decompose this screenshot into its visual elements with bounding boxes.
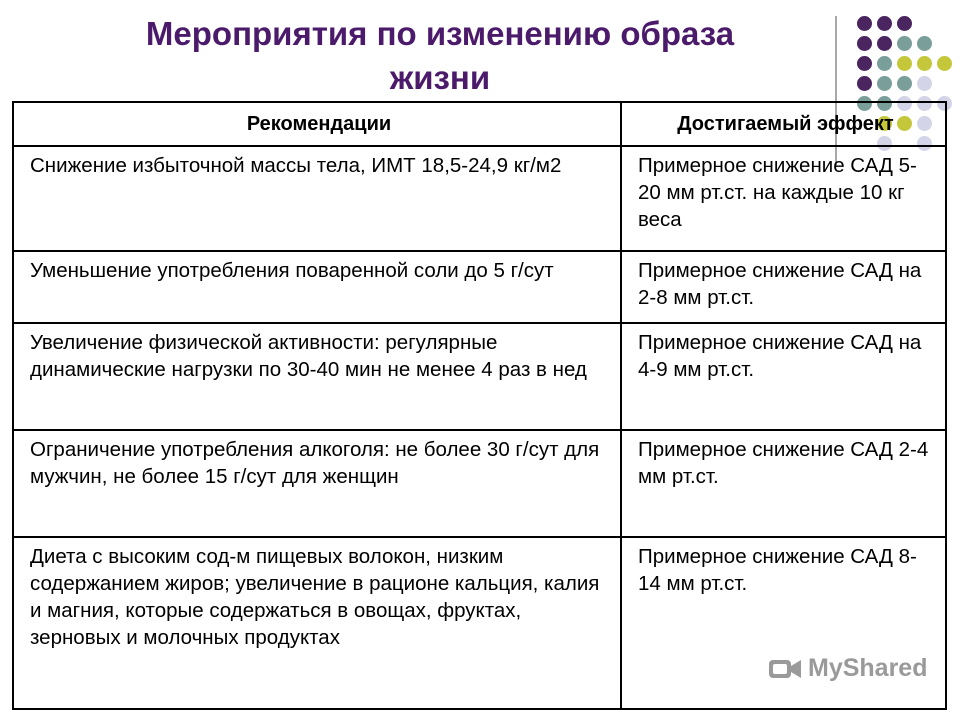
slide-title: [60, 12, 820, 100]
video-camera-icon: [768, 656, 802, 682]
recommendations-table: [12, 101, 947, 710]
decor-dot: [857, 16, 872, 31]
decor-dot: [877, 16, 892, 31]
recommendation-cell: Диета с высоким сод-м пищевых волокон, низким содержанием жиров; увеличение в рационе кальция, калия и магния, которые содержаться в овощах, фруктах, зерновых и молочных продуктах: [13, 537, 621, 709]
decor-dot: [897, 56, 912, 71]
effect-cell: Примерное снижение САД 8-14 мм рт.ст.: [621, 537, 946, 709]
effect-cell: Примерное снижение САД на 2-8 мм рт.ст.: [621, 251, 946, 323]
decor-dot: [937, 56, 952, 71]
recommendation-cell: Снижение избыточной массы тела, ИМТ 18,5-24,9 кг/м2: [13, 146, 621, 251]
header-effect: Достигаемый эффект: [621, 102, 946, 146]
table-row: [13, 323, 946, 430]
table-row: [13, 537, 946, 709]
decor-dot: [917, 36, 932, 51]
decor-dot: [897, 76, 912, 91]
decor-dot: [857, 36, 872, 51]
slide-title-line-1: Мероприятия по изменению образа: [145, 15, 735, 52]
table-header-row: [13, 102, 946, 146]
effect-cell: Примерное снижение САД 2-4 мм рт.ст.: [621, 430, 946, 537]
decor-dot: [877, 76, 892, 91]
recommendation-cell: Увеличение физической активности: регулярные динамические нагрузки по 30-40 мин не менее 4 раз в нед: [13, 323, 621, 430]
effect-cell: Примерное снижение САД 5-20 мм рт.ст. на каждые 10 кг веса: [621, 146, 946, 251]
decor-dot: [917, 56, 932, 71]
decor-dot: [897, 16, 912, 31]
slide-title-line-2: жизни: [389, 59, 491, 96]
table-row: [13, 251, 946, 323]
decor-dot: [857, 76, 872, 91]
decor-dot: [917, 76, 932, 91]
table-row: [13, 146, 946, 251]
decor-dot: [877, 36, 892, 51]
watermark: [768, 654, 927, 683]
decor-dot: [857, 56, 872, 71]
watermark-text: MyShared: [808, 654, 928, 682]
recommendation-cell: Уменьшение употребления поваренной соли до 5 г/сут: [13, 251, 621, 323]
header-recommendations: Рекомендации: [13, 102, 621, 146]
decor-dot: [877, 56, 892, 71]
decor-dot: [897, 36, 912, 51]
table-row: [13, 430, 946, 537]
effect-cell: Примерное снижение САД на 4-9 мм рт.ст.: [621, 323, 946, 430]
recommendation-cell: Ограничение употребления алкоголя: не более 30 г/сут для мужчин, не более 15 г/сут для женщин: [13, 430, 621, 537]
